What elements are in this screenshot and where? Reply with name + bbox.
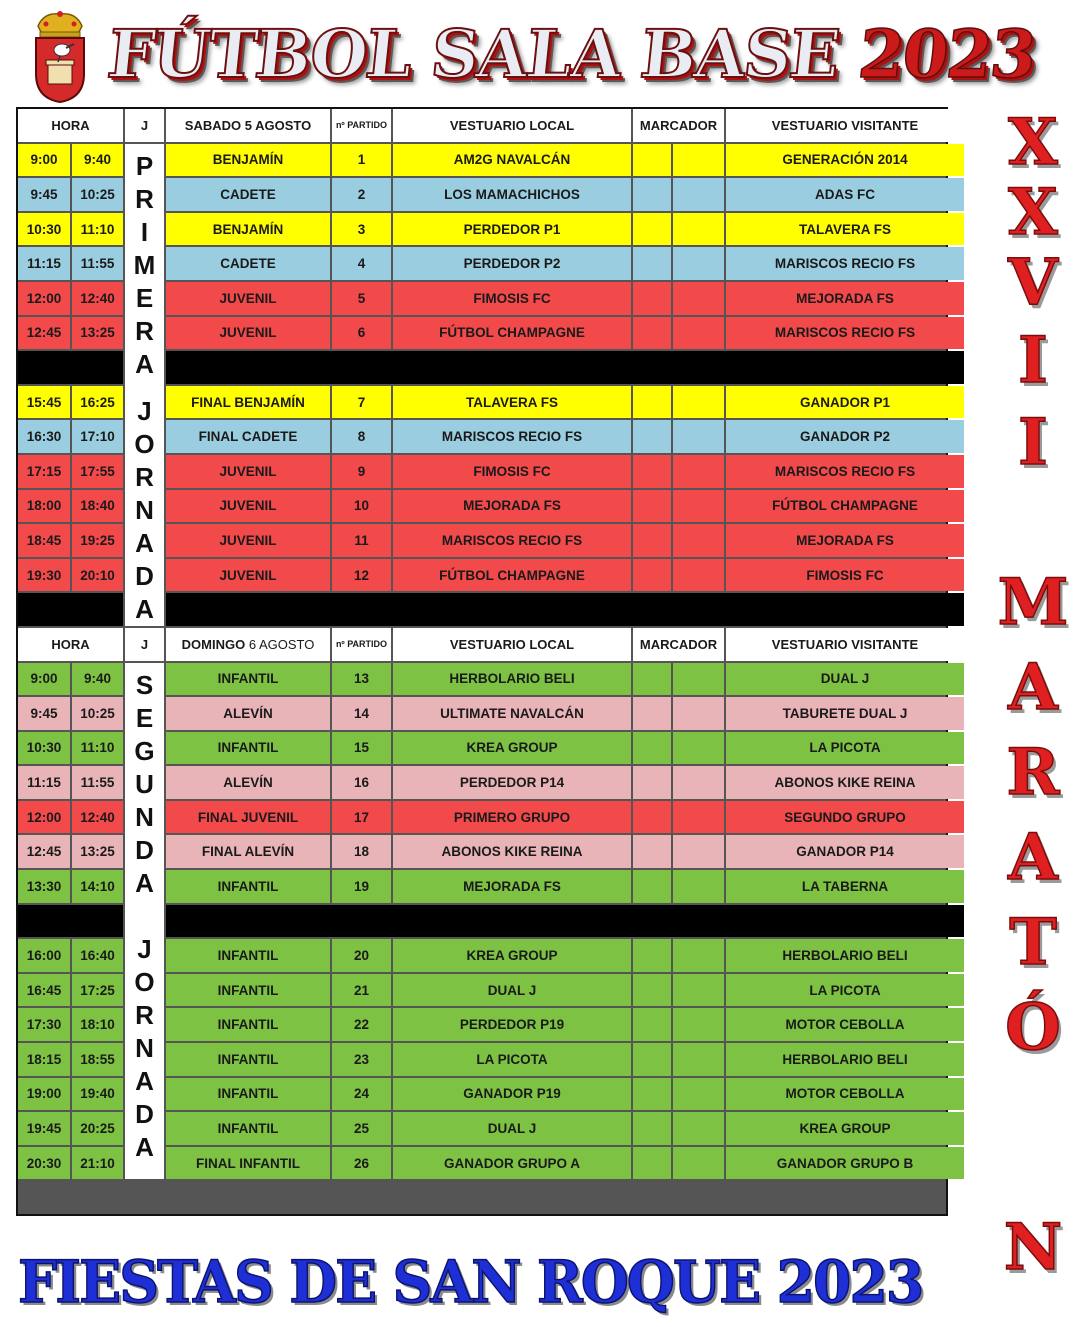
- header-marcador: MARCADOR: [633, 628, 724, 661]
- time-start: 12:00: [18, 282, 70, 315]
- visitor-team: HERBOLARIO BELI: [726, 939, 964, 972]
- jornada-letter: D: [135, 1098, 154, 1129]
- match-number: 3: [332, 213, 391, 246]
- score-local: [633, 490, 671, 523]
- match-number: 9: [332, 455, 391, 488]
- score-local: [633, 1112, 671, 1145]
- side-letter: M: [997, 565, 1069, 640]
- visitor-team: MOTOR CEBOLLA: [726, 1008, 964, 1041]
- jornada-letter: A: [135, 867, 154, 898]
- score-visitor: [673, 1043, 724, 1076]
- local-team: HERBOLARIO BELI: [393, 663, 631, 696]
- category-cell: FINAL INFANTIL: [166, 1147, 330, 1180]
- match-number: 7: [332, 386, 391, 419]
- time-start: 11:15: [18, 766, 70, 799]
- match-number: 20: [332, 939, 391, 972]
- jornada-letter: S: [135, 669, 154, 700]
- jornada-letter: A: [135, 593, 154, 624]
- time-start: 9:45: [18, 178, 70, 211]
- score-visitor: [673, 144, 724, 177]
- category-cell: JUVENIL: [166, 524, 330, 557]
- visitor-team: FIMOSIS FC: [726, 559, 964, 592]
- local-team: FIMOSIS FC: [393, 455, 631, 488]
- score-visitor: [673, 835, 724, 868]
- visitor-team: MARISCOS RECIO FS: [726, 455, 964, 488]
- score-visitor: [673, 1078, 724, 1111]
- match-number: 19: [332, 870, 391, 903]
- time-start: 9:00: [18, 663, 70, 696]
- time-start: 13:30: [18, 870, 70, 903]
- break-row: [166, 905, 964, 938]
- jornada-vertical-label: [125, 663, 164, 1180]
- time-end: 11:10: [72, 732, 123, 765]
- visitor-team: ADAS FC: [726, 178, 964, 211]
- page-title: [103, 14, 1039, 94]
- jornada-letter: I: [140, 216, 149, 247]
- time-end: 13:25: [72, 317, 123, 350]
- side-letter: Ó: [1005, 990, 1061, 1065]
- time-start: 18:45: [18, 524, 70, 557]
- local-team: PERDEDOR P2: [393, 247, 631, 280]
- category-cell: INFANTIL: [166, 939, 330, 972]
- category-cell: CADETE: [166, 247, 330, 280]
- local-team: PERDEDOR P1: [393, 213, 631, 246]
- score-local: [633, 178, 671, 211]
- time-start: 12:45: [18, 835, 70, 868]
- category-cell: JUVENIL: [166, 282, 330, 315]
- score-local: [633, 835, 671, 868]
- time-start: 17:15: [18, 455, 70, 488]
- match-number: 24: [332, 1078, 391, 1111]
- side-letter: A: [1008, 820, 1058, 895]
- match-number: 21: [332, 974, 391, 1007]
- side-letter: X: [1008, 175, 1058, 250]
- local-team: FÚTBOL CHAMPAGNE: [393, 559, 631, 592]
- side-letter: R: [1006, 735, 1060, 810]
- time-start: 10:30: [18, 213, 70, 246]
- local-team: PERDEDOR P19: [393, 1008, 631, 1041]
- match-number: 8: [332, 420, 391, 453]
- match-number: 26: [332, 1147, 391, 1180]
- time-end: 9:40: [72, 144, 123, 177]
- visitor-team: TALAVERA FS: [726, 213, 964, 246]
- time-end: 12:40: [72, 801, 123, 834]
- match-number: 14: [332, 697, 391, 730]
- time-end: 20:25: [72, 1112, 123, 1145]
- time-start: 16:00: [18, 939, 70, 972]
- header-npartido-label: nº PARTIDO: [335, 639, 388, 650]
- local-team: LOS MAMACHICHOS: [393, 178, 631, 211]
- visitor-team: LA TABERNA: [726, 870, 964, 903]
- score-local: [633, 317, 671, 350]
- score-visitor: [673, 490, 724, 523]
- time-end: 10:25: [72, 178, 123, 211]
- score-local: [633, 697, 671, 730]
- match-number: 13: [332, 663, 391, 696]
- local-team: MARISCOS RECIO FS: [393, 524, 631, 557]
- time-start: 20:30: [18, 1147, 70, 1180]
- time-end: 19:40: [72, 1078, 123, 1111]
- local-team: LA PICOTA: [393, 1043, 631, 1076]
- score-local: [633, 974, 671, 1007]
- category-cell: INFANTIL: [166, 1078, 330, 1111]
- score-local: [633, 1078, 671, 1111]
- local-team: KREA GROUP: [393, 732, 631, 765]
- score-local: [633, 1008, 671, 1041]
- score-visitor: [673, 766, 724, 799]
- jornada-letter: U: [135, 768, 154, 799]
- break-row: [18, 905, 123, 938]
- local-team: MARISCOS RECIO FS: [393, 420, 631, 453]
- category-cell: ALEVÍN: [166, 766, 330, 799]
- score-local: [633, 420, 671, 453]
- jornada-letter: R: [135, 999, 154, 1030]
- time-end: 16:40: [72, 939, 123, 972]
- score-local: [633, 1147, 671, 1180]
- category-cell: FINAL BENJAMÍN: [166, 386, 330, 419]
- time-start: 10:30: [18, 732, 70, 765]
- jornada-vertical-label: [125, 144, 164, 626]
- score-local: [633, 213, 671, 246]
- jornada-letter: N: [135, 801, 154, 832]
- score-visitor: [673, 282, 724, 315]
- category-cell: BENJAMÍN: [166, 144, 330, 177]
- coat-of-arms-icon: [28, 8, 92, 104]
- break-row: [166, 351, 964, 384]
- jornada-letter: P: [135, 150, 154, 181]
- category-cell: JUVENIL: [166, 317, 330, 350]
- header-day: [166, 109, 330, 142]
- header-day-label: DOMINGO: [181, 636, 246, 652]
- time-start: 16:30: [18, 420, 70, 453]
- category-cell: CADETE: [166, 178, 330, 211]
- local-team: FIMOSIS FC: [393, 282, 631, 315]
- jornada-letter: D: [135, 834, 154, 865]
- visitor-team: MARISCOS RECIO FS: [726, 317, 964, 350]
- time-end: 9:40: [72, 663, 123, 696]
- time-start: 9:00: [18, 144, 70, 177]
- category-cell: INFANTIL: [166, 732, 330, 765]
- title-year: 2023: [854, 15, 1039, 93]
- local-team: AM2G NAVALCÁN: [393, 144, 631, 177]
- visitor-team: MEJORADA FS: [726, 282, 964, 315]
- local-team: DUAL J: [393, 1112, 631, 1145]
- category-cell: INFANTIL: [166, 663, 330, 696]
- match-number: 25: [332, 1112, 391, 1145]
- score-visitor: [673, 801, 724, 834]
- local-team: PERDEDOR P14: [393, 766, 631, 799]
- header-day-date: 6 AGOSTO: [245, 636, 315, 652]
- header-j: J: [125, 109, 164, 142]
- time-start: 15:45: [18, 386, 70, 419]
- jornada-letter: O: [134, 966, 155, 997]
- header-day: [166, 628, 330, 661]
- jornada-letter: E: [135, 702, 154, 733]
- time-start: 9:45: [18, 697, 70, 730]
- score-visitor: [673, 1147, 724, 1180]
- time-start: 16:45: [18, 974, 70, 1007]
- local-team: TALAVERA FS: [393, 386, 631, 419]
- match-number: 12: [332, 559, 391, 592]
- visitor-team: TABURETE DUAL J: [726, 697, 964, 730]
- jornada-letter: R: [135, 315, 154, 346]
- time-end: 11:55: [72, 247, 123, 280]
- break-row: [166, 593, 964, 626]
- match-number: 15: [332, 732, 391, 765]
- time-end: 18:40: [72, 490, 123, 523]
- score-visitor: [673, 247, 724, 280]
- score-local: [633, 732, 671, 765]
- category-cell: JUVENIL: [166, 455, 330, 488]
- visitor-team: LA PICOTA: [726, 974, 964, 1007]
- match-number: 10: [332, 490, 391, 523]
- score-local: [633, 144, 671, 177]
- time-start: 11:15: [18, 247, 70, 280]
- header-npartido: [332, 109, 391, 142]
- visitor-team: MEJORADA FS: [726, 524, 964, 557]
- score-visitor: [673, 213, 724, 246]
- time-end: 10:25: [72, 697, 123, 730]
- header-visitante: VESTUARIO VISITANTE: [726, 628, 964, 661]
- match-number: 23: [332, 1043, 391, 1076]
- header-visitante: VESTUARIO VISITANTE: [726, 109, 964, 142]
- side-letter: T: [1009, 905, 1057, 980]
- score-visitor: [673, 420, 724, 453]
- visitor-team: SEGUNDO GRUPO: [726, 801, 964, 834]
- category-cell: JUVENIL: [166, 490, 330, 523]
- match-number: 5: [332, 282, 391, 315]
- local-team: ABONOS KIKE REINA: [393, 835, 631, 868]
- match-number: 2: [332, 178, 391, 211]
- match-number: 1: [332, 144, 391, 177]
- score-local: [633, 455, 671, 488]
- local-team: MEJORADA FS: [393, 490, 631, 523]
- score-visitor: [673, 317, 724, 350]
- score-local: [633, 939, 671, 972]
- header-npartido: [332, 628, 391, 661]
- score-visitor: [673, 1008, 724, 1041]
- header-j: J: [125, 628, 164, 661]
- visitor-team: ABONOS KIKE REINA: [726, 766, 964, 799]
- score-local: [633, 801, 671, 834]
- local-team: MEJORADA FS: [393, 870, 631, 903]
- visitor-team: GENERACIÓN 2014: [726, 144, 964, 177]
- visitor-team: GANADOR P14: [726, 835, 964, 868]
- match-number: 6: [332, 317, 391, 350]
- side-letter: A: [1008, 650, 1058, 725]
- header-hora: HORA: [18, 628, 123, 661]
- time-start: 18:15: [18, 1043, 70, 1076]
- match-number: 4: [332, 247, 391, 280]
- category-cell: FINAL JUVENIL: [166, 801, 330, 834]
- time-start: 12:45: [18, 317, 70, 350]
- category-cell: BENJAMÍN: [166, 213, 330, 246]
- local-team: KREA GROUP: [393, 939, 631, 972]
- time-end: 13:25: [72, 835, 123, 868]
- header-local: VESTUARIO LOCAL: [393, 109, 631, 142]
- category-cell: FINAL CADETE: [166, 420, 330, 453]
- time-start: 12:00: [18, 801, 70, 834]
- time-end: 20:10: [72, 559, 123, 592]
- score-visitor: [673, 1112, 724, 1145]
- footer-title: FIESTAS DE SAN ROQUE 2023: [18, 1248, 923, 1316]
- score-visitor: [673, 524, 724, 557]
- header-npartido-label: nº PARTIDO: [335, 120, 388, 131]
- jornada-letter: A: [135, 527, 154, 558]
- jornada-letter: M: [133, 249, 156, 280]
- side-title-vertical: [990, 105, 1076, 1323]
- jornada-letter: E: [135, 282, 154, 313]
- side-letter: X: [1008, 105, 1058, 180]
- header-hora: HORA: [18, 109, 123, 142]
- category-cell: FINAL ALEVÍN: [166, 835, 330, 868]
- category-cell: INFANTIL: [166, 974, 330, 1007]
- visitor-team: DUAL J: [726, 663, 964, 696]
- header-marcador: MARCADOR: [633, 109, 724, 142]
- side-letter: I: [1018, 323, 1048, 398]
- time-end: 11:55: [72, 766, 123, 799]
- header-day-label: SABADO 5 AGOSTO: [184, 117, 312, 133]
- score-visitor: [673, 178, 724, 211]
- time-end: 18:10: [72, 1008, 123, 1041]
- score-visitor: [673, 559, 724, 592]
- score-visitor: [673, 870, 724, 903]
- score-local: [633, 247, 671, 280]
- visitor-team: MARISCOS RECIO FS: [726, 247, 964, 280]
- time-end: 14:10: [72, 870, 123, 903]
- time-start: 18:00: [18, 490, 70, 523]
- visitor-team: HERBOLARIO BELI: [726, 1043, 964, 1076]
- time-end: 18:55: [72, 1043, 123, 1076]
- time-end: 21:10: [72, 1147, 123, 1180]
- time-end: 19:25: [72, 524, 123, 557]
- local-team: ULTIMATE NAVALCÁN: [393, 697, 631, 730]
- time-end: 17:10: [72, 420, 123, 453]
- match-number: 11: [332, 524, 391, 557]
- match-number: 18: [332, 835, 391, 868]
- break-row: [18, 351, 123, 384]
- category-cell: INFANTIL: [166, 1043, 330, 1076]
- jornada-letter: A: [135, 1131, 154, 1162]
- local-team: DUAL J: [393, 974, 631, 1007]
- side-letter: V: [1008, 245, 1058, 320]
- match-number: 17: [332, 801, 391, 834]
- local-team: GANADOR P19: [393, 1078, 631, 1111]
- local-team: FÚTBOL CHAMPAGNE: [393, 317, 631, 350]
- score-visitor: [673, 732, 724, 765]
- jornada-letter: A: [135, 1065, 154, 1096]
- visitor-team: KREA GROUP: [726, 1112, 964, 1145]
- time-end: 16:25: [72, 386, 123, 419]
- jornada-letter: J: [137, 395, 152, 426]
- score-local: [633, 870, 671, 903]
- score-local: [633, 663, 671, 696]
- jornada-letter: G: [134, 735, 155, 766]
- time-end: 17:55: [72, 455, 123, 488]
- score-visitor: [673, 386, 724, 419]
- side-letter: I: [1018, 405, 1048, 480]
- time-end: 17:25: [72, 974, 123, 1007]
- jornada-letter: R: [135, 461, 154, 492]
- visitor-team: GANADOR P2: [726, 420, 964, 453]
- score-local: [633, 559, 671, 592]
- visitor-team: GANADOR GRUPO B: [726, 1147, 964, 1180]
- time-end: 12:40: [72, 282, 123, 315]
- jornada-letter: D: [135, 560, 154, 591]
- score-visitor: [673, 663, 724, 696]
- jornada-letter: A: [135, 348, 154, 379]
- title-text: FÚTBOL SALA BASE: [103, 15, 842, 93]
- category-cell: INFANTIL: [166, 1008, 330, 1041]
- score-visitor: [673, 939, 724, 972]
- time-end: 11:10: [72, 213, 123, 246]
- category-cell: INFANTIL: [166, 1112, 330, 1145]
- score-local: [633, 282, 671, 315]
- category-cell: JUVENIL: [166, 559, 330, 592]
- break-row: [18, 593, 123, 626]
- jornada-letter: O: [134, 428, 155, 459]
- score-local: [633, 524, 671, 557]
- score-local: [633, 386, 671, 419]
- time-start: 19:45: [18, 1112, 70, 1145]
- score-visitor: [673, 974, 724, 1007]
- visitor-team: MOTOR CEBOLLA: [726, 1078, 964, 1111]
- score-visitor: [673, 455, 724, 488]
- category-cell: INFANTIL: [166, 870, 330, 903]
- visitor-team: FÚTBOL CHAMPAGNE: [726, 490, 964, 523]
- category-cell: ALEVÍN: [166, 697, 330, 730]
- jornada-letter: J: [137, 933, 152, 964]
- visitor-team: LA PICOTA: [726, 732, 964, 765]
- match-number: 16: [332, 766, 391, 799]
- jornada-letter: N: [135, 1032, 154, 1063]
- match-number: 22: [332, 1008, 391, 1041]
- side-letter: N: [1003, 1210, 1063, 1285]
- schedule-table: [16, 107, 948, 1216]
- score-visitor: [673, 697, 724, 730]
- time-start: 17:30: [18, 1008, 70, 1041]
- local-team: PRIMERO GRUPO: [393, 801, 631, 834]
- score-local: [633, 1043, 671, 1076]
- local-team: GANADOR GRUPO A: [393, 1147, 631, 1180]
- time-start: 19:00: [18, 1078, 70, 1111]
- visitor-team: GANADOR P1: [726, 386, 964, 419]
- time-start: 19:30: [18, 559, 70, 592]
- header-local: VESTUARIO LOCAL: [393, 628, 631, 661]
- jornada-letter: N: [135, 494, 154, 525]
- jornada-letter: R: [135, 183, 154, 214]
- score-local: [633, 766, 671, 799]
